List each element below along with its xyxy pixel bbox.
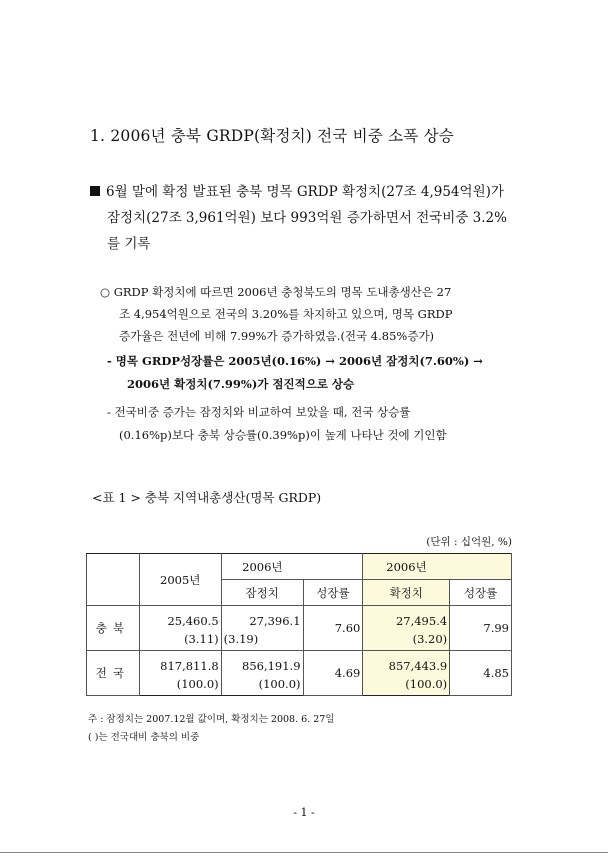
point3-line-2: (0.16%p)보다 충북 상승률(0.39%p)이 높게 나타난 것에 기인함 (119, 428, 447, 442)
table-row (87, 628, 512, 651)
header-final: 확정치 (363, 580, 450, 606)
table-row (87, 651, 512, 674)
row-label-chungbuk: 충북 (87, 606, 140, 651)
table-row (87, 673, 512, 696)
cell-prelim-value: 27,396.1 (221, 606, 303, 629)
point1-line-3: 증가율은 전년에 비해 7.99%가 증가하였음.(전국 4.85%증가) (119, 329, 435, 343)
header-2006-final-year: 2006년 (363, 554, 450, 580)
grdp-table (86, 553, 512, 696)
headline-line-3: 를 기록 (107, 236, 151, 252)
page-number: - 1 - (293, 806, 315, 819)
cell-final-value: 27,495.4 (363, 606, 450, 629)
point1-line-1: ○ GRDP 확정치에 따르면 2006년 충청북도의 명목 도내총생산은 27 (100, 285, 452, 299)
table-note-1: 주 : 잠정치는 2007.12월 값이며, 확정치는 2008. 6. 27일 (88, 714, 335, 725)
headline-line-1 (90, 180, 504, 200)
header-2005: 2005년 (139, 554, 221, 606)
cell-2005-share: (3.11) (139, 628, 221, 651)
row-label-national: 전국 (87, 651, 140, 696)
header-growth-2: 성장률 (450, 580, 512, 606)
header-prelim: 잠정치 (221, 580, 303, 606)
page-bottom-divider (0, 852, 608, 853)
cell-growth-1: 7.60 (303, 606, 363, 651)
table-unit: (단위 : 십억원, %) (426, 536, 512, 548)
cell-prelim-share: (100.0) (221, 673, 303, 696)
point3-line-1: - 전국비중 증가는 잠정치와 비교하여 보았을 때, 전국 상승률 (107, 405, 411, 419)
header-2006-prelim-year: 2006년 (221, 554, 303, 580)
headline-text-1: 6월 말에 확정 발표된 충북 명목 GRDP 확정치(27조 4,954억원)가 (106, 184, 504, 200)
cell-2005-value: 817,811.8 (139, 651, 221, 674)
table-caption: <표 1 > 충북 지역내총생산(명목 GRDP) (92, 490, 322, 505)
header-growth-1: 성장률 (303, 580, 363, 606)
cell-final-value: 857,443.9 (363, 651, 450, 674)
cell-final-share: (100.0) (363, 673, 450, 696)
header-spacer (303, 554, 363, 580)
table-note-2: ( )는 전국대비 충북의 비중 (88, 732, 200, 743)
cell-prelim-value: 856,191.9 (221, 651, 303, 674)
cell-final-share: (3.20) (363, 628, 450, 651)
cell-growth-2: 4.85 (450, 651, 512, 696)
table-row (87, 606, 512, 629)
cell-2005-value: 25,460.5 (139, 606, 221, 629)
headline-line-2: 잠정치(27조 3,961억원) 보다 993억원 증가하면서 전국비중 3.2% (107, 210, 507, 226)
cell-growth-1: 4.69 (303, 651, 363, 696)
cell-prelim-share: (3.19) (221, 628, 303, 651)
point2-line-2: 2006년 확정치(7.99%)가 점진적으로 상승 (127, 377, 355, 391)
section-title: 1. 2006년 충북 GRDP(확정치) 전국 비중 소폭 상승 (90, 127, 454, 145)
cell-2005-share: (100.0) (139, 673, 221, 696)
square-bullet-icon (90, 186, 100, 196)
cell-growth-2: 7.99 (450, 606, 512, 651)
header-spacer-hl (450, 554, 512, 580)
header-empty-cell (87, 554, 140, 606)
point2-line-1: - 명목 GRDP성장률은 2005년(0.16%) → 2006년 잠정치(7.60%) → (107, 354, 483, 368)
point1-line-2: 조 4,954억원으로 전국의 3.20%를 차지하고 있으며, 명목 GRDP (119, 307, 453, 321)
